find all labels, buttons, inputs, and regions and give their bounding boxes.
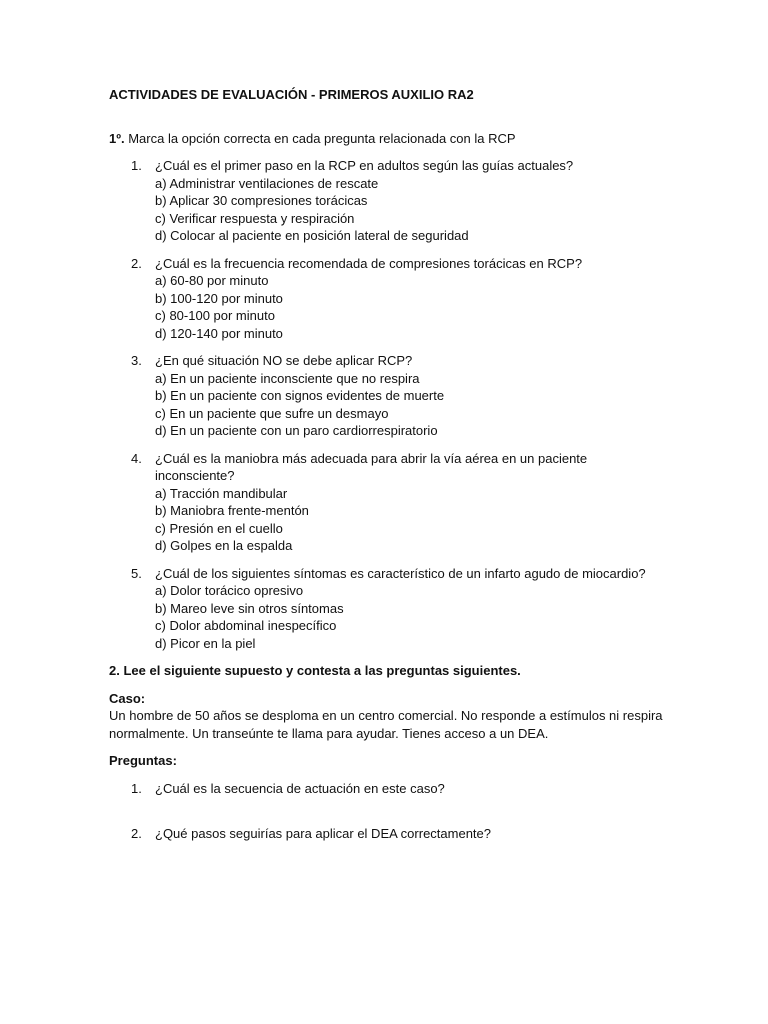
question-option: d) Golpes en la espalda [155,538,293,553]
question-number: 4. [131,450,142,466]
question-number: 1. [131,158,142,173]
section-1-number: 1º. [109,130,125,146]
question-text: ¿Cuál es el primer paso en la RCP en adultos según las guías actuales? [155,158,574,173]
open-question-item [109,825,668,843]
question-text: ¿En qué situación NO se debe aplicar RCP? [155,353,413,368]
case-label: Caso: [109,690,146,706]
question-option: b) Maniobra frente-mentón [155,503,309,518]
section-2-question-list [109,780,668,843]
question-number: 5. [131,565,142,581]
question-option: d) Picor en la piel [155,635,256,651]
section-1-question-list [109,157,668,652]
question-option: b) Aplicar 30 compresiones torácicas [155,193,368,208]
question-option: c) En un paciente que sufre un desmayo [155,405,389,421]
question-text: ¿Cuál es la frecuencia recomendada de compresiones torácicas en RCP? [155,255,583,271]
question-option: b) 100-120 por minuto [155,290,283,306]
question-option: c) Presión en el cuello [155,520,283,536]
question-option: a) Dolor torácico opresivo [155,583,304,598]
question-option: a) Administrar ventilaciones de rescate [155,175,379,191]
open-question-item [109,780,668,798]
question-item [109,565,668,653]
question-option: d) Colocar al paciente en posición lateral de seguridad [155,228,469,243]
question-number: 1. [131,780,142,796]
section-2-heading: 2. Lee el siguiente supuesto y contesta a las preguntas siguientes. [109,663,521,678]
question-item [109,450,668,555]
question-option: c) Dolor abdominal inespecífico [155,618,337,633]
question-text: ¿Cuál de los siguientes síntomas es característico de un infarto agudo de miocardio? [155,565,646,581]
question-number: 2. [131,255,142,271]
question-option: b) En un paciente con signos evidentes de muerte [155,388,445,403]
question-option: d) 120-140 por minuto [155,325,283,341]
question-item [109,352,668,440]
questions-label: Preguntas: [109,753,177,768]
question-item [109,157,668,245]
question-text: ¿Cuál es la secuencia de actuación en este caso? [155,780,445,796]
question-item [109,255,668,343]
question-option: a) En un paciente inconsciente que no respira [155,370,420,386]
question-text: ¿Cuál es la maniobra más adecuada para abrir la vía aérea en un paciente inconsciente? [155,450,588,483]
question-option: c) 80-100 por minuto [155,308,275,323]
section-1-heading [109,130,668,148]
question-option: b) Mareo leve sin otros síntomas [155,600,344,616]
question-number: 3. [131,353,142,368]
section-1-instruction: Marca la opción correcta en cada pregunta relacionada con la RCP [128,130,516,146]
question-number: 2. [131,826,142,841]
question-option: a) 60-80 por minuto [155,273,269,288]
question-option: c) Verificar respuesta y respiración [155,210,355,226]
case-text: Un hombre de 50 años se desploma en un centro comercial. No responde a estímulos ni respira normalmente. Un transeúnte te llama para ayudar. Tienes acceso a un DEA. [109,708,663,741]
question-option: a) Tracción mandibular [155,485,288,501]
question-option: d) En un paciente con un paro cardiorrespiratorio [155,423,438,438]
question-text: ¿Qué pasos seguirías para aplicar el DEA correctamente? [155,826,492,841]
document-title: ACTIVIDADES DE EVALUACIÓN - PRIMEROS AUXILIO RA2 [109,87,474,102]
